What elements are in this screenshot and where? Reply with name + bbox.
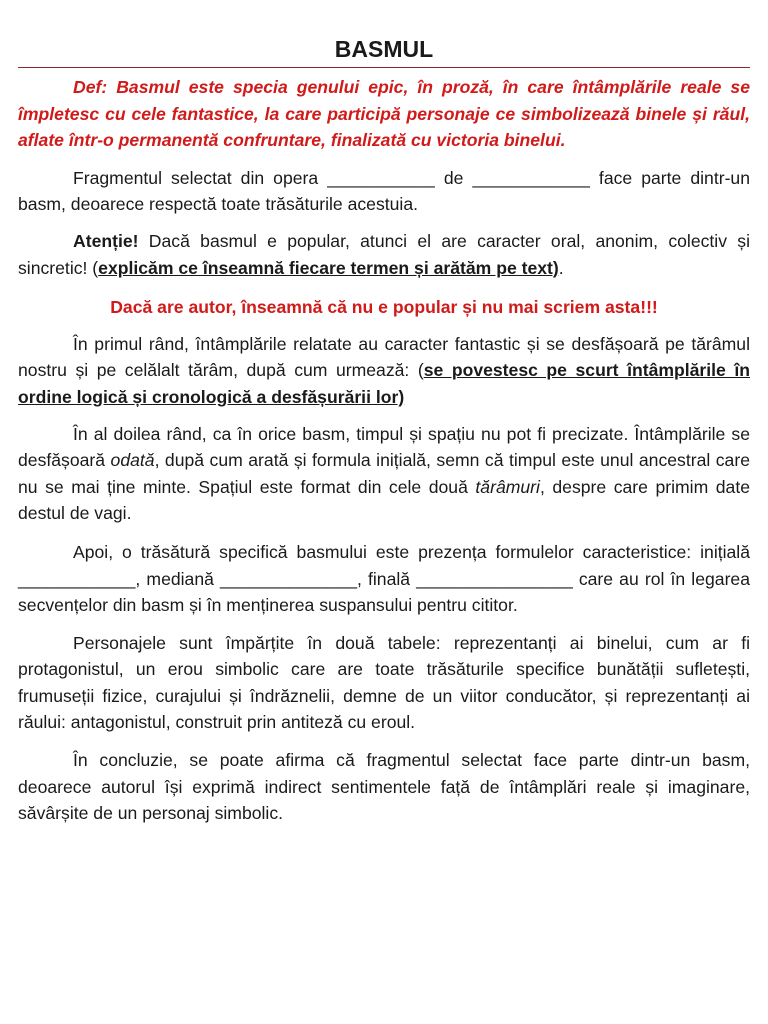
second-italic-odata: odată	[110, 450, 155, 471]
paragraph-attention	[18, 228, 750, 281]
definition-paragraph: Def: Basmul este specia genului epic, în proză, în care întâmplările reale se împletesc cu cele fantastice, la care participă personaje ce simbolizează binele și răul, aflate într-o permanentă confruntare, finalizată cu victoria binelui.	[18, 77, 750, 151]
second-text-a: În al doilea rând, ca în orice basm, timpul și spațiu nu pot fi precizate. Întâmplările se desfășoară	[18, 423, 750, 471]
paragraph-characters: Personajele sunt împărțite în două tabele: reprezentanți ai binelui, cum ar fi protagonistul, un erou simbolic care are toate trăsăturile specifice bunătății sufletești, frumuseții fizice, curajului și îndrăznelii, demne de un viitor conducător, și reprezentanți ai răului: antagonistul, construit prin antiteză cu eroul.	[18, 632, 750, 733]
attention-emphasis: explicăm ce înseamnă fiecare termen și arătăm pe text)	[98, 257, 559, 278]
attention-label: Atenție!	[73, 230, 139, 251]
page-title: BASMUL	[334, 36, 434, 62]
paragraph-formulas: Apoi, o trăsătură specifică basmului este prezența formulelor caracteristice: inițială ____________, mediană ______________, finală ________________ care au rol în legarea secvențelor din basm și în menținerea suspansului pentru cititor.	[18, 541, 750, 616]
second-italic-taramuri: tărâmuri	[475, 476, 540, 497]
paragraph-conclusion: În concluzie, se poate afirma că fragmentul selectat face parte dintr-un basm, deoarece autorul își exprimă indirect sentimentele față de întâmplări reale și imaginare, săvârșite de un personaj simbolic.	[18, 750, 750, 824]
paragraph-fragment: Fragmentul selectat din opera ___________ de ____________ face parte dintr-un basm, deoarece respectă toate trăsăturile acestuia.	[18, 167, 750, 215]
first-text: În primul rând, întâmplările relatate au caracter fantastic și se desfășoară pe tărâmul nostru și pe celălalt tărâm, după cum urmează: (	[18, 333, 750, 381]
title-divider	[18, 67, 750, 68]
second-text-b: , după cum arată și formula inițială, semn că timpul este unul ancestral care nu se mai ține minte. Spațiul este format din cele două	[18, 450, 750, 497]
paragraph-first	[18, 331, 750, 411]
attention-end: .	[558, 257, 564, 278]
paragraph-second	[18, 421, 750, 527]
second-text-c: , despre care primim date destul de vagi.	[18, 476, 750, 524]
first-emphasis: se povestesc pe scurt întâmplările în ordine logică și cronologică a desfășurării lor)	[18, 360, 750, 407]
attention-text: Dacă basmul e popular, atunci el are caracter oral, anonim, colectiv și sincretic! (	[18, 230, 750, 278]
red-note: Dacă are autor, înseamnă că nu e popular și nu mai scriem asta!!!	[110, 297, 658, 318]
